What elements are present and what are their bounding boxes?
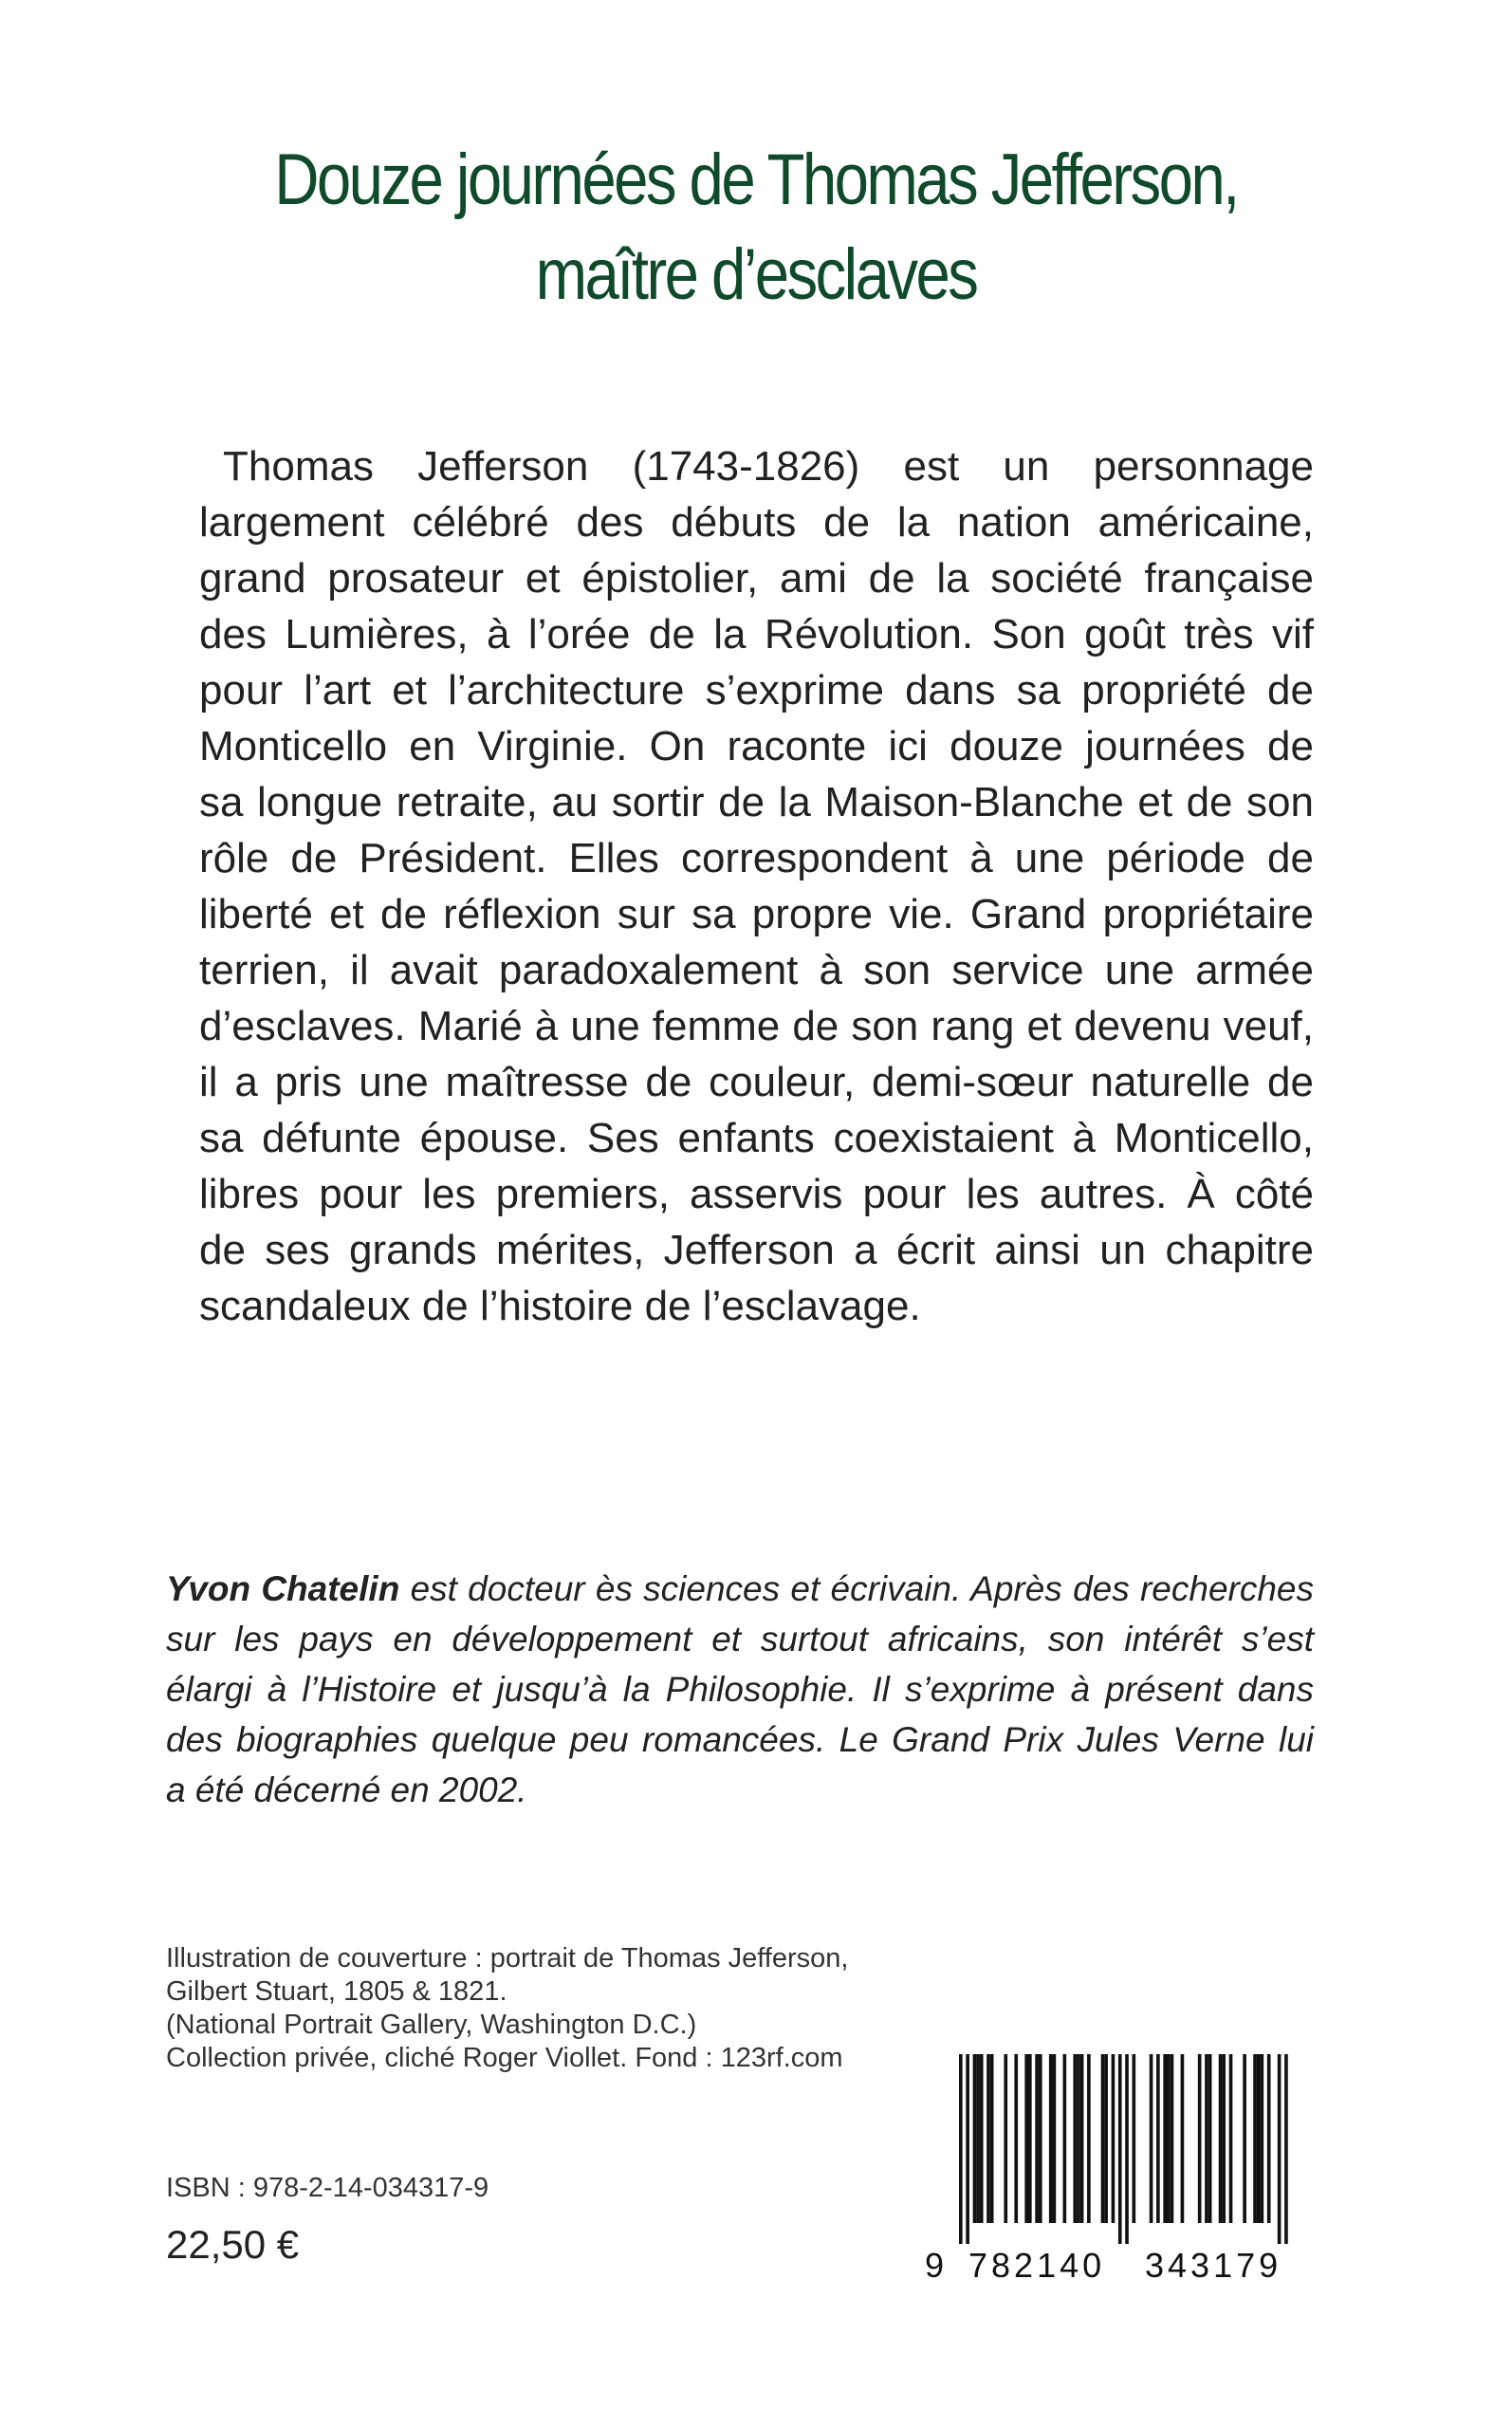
barcode-guard-bar [1278,2054,1282,2244]
summary-line: rôle de Président. Elles correspondent à une période de [199,835,1314,881]
barcode-bar [1205,2054,1208,2223]
credit-line: (National Portrait Gallery, Washington D.C.) [166,2010,697,2040]
barcode-bar [1035,2054,1039,2223]
barcode-bar [1150,2054,1153,2223]
barcode-bar [1049,2054,1053,2223]
author-bio-line: a été décerné en 2002. [166,1770,527,1809]
barcode-guard-bar [1284,2054,1288,2244]
book-title-line-1: Douze journées de Thomas Jefferson, [274,139,1238,220]
book-title [236,133,1276,323]
barcode-bar [1198,2054,1202,2223]
barcode-right-group: 343179 [1145,2246,1282,2285]
barcode-bars [925,2054,1333,2244]
credit-line: Collection privée, cliché Roger Viollet. Fond : 123rf.com [166,2043,843,2073]
summary-line: scandaleux de l’histoire de l’esclavage. [199,1283,921,1329]
summary-line: liberté et de réflexion sur sa propre vie. Grand propriétaire [199,891,1314,937]
author-bio-line [166,1564,1314,1614]
cover-credits [166,1942,925,2075]
book-title-line-2: maître d’esclaves [535,234,977,315]
barcode-bar [1229,2054,1233,2223]
summary-line: sa défunte épouse. Ses enfants coexistaient à Monticello, [199,1115,1314,1161]
author-bio-line: des biographies quelque peu romancées. Le Grand Prix Jules Verne lui [166,1720,1314,1759]
barcode-bar [1261,2054,1264,2223]
barcode-bar [1257,2054,1261,2223]
summary-line: grand prosateur et épistolier, ami de la société française [199,555,1314,602]
summary-line: terrien, il avait paradoxalement à son service une armée [199,947,1314,993]
barcode-bar [1112,2054,1116,2223]
author-bio-first-line-rest: est docteur ès sciences et écrivain. Après des recherches [399,1569,1315,1608]
barcode-bar [1267,2054,1271,2223]
summary-line: de ses grands mérites, Jefferson a écrit ainsi un chapitre [199,1227,1314,1273]
barcode-bar [973,2054,977,2223]
summary-line: libres pour les premiers, asservis pour les autres. À côté [199,1171,1314,1217]
barcode-bar [1208,2054,1212,2223]
barcode-bar [1101,2054,1105,2223]
barcode-bar [976,2054,980,2223]
barcode-bar [1024,2054,1028,2223]
barcode-guard-bar [1118,2054,1122,2244]
barcode-guard-bar [1125,2054,1129,2244]
barcode-bar [1039,2054,1042,2223]
summary-line: Monticello en Virginie. On raconte ici douze journées de [199,723,1314,769]
price: 22,50 € [166,2222,300,2267]
author-bio-line: sur les pays en développement et surtout africains, son intérêt s’est [166,1620,1314,1659]
barcode-bar [1243,2054,1246,2223]
barcode-bar [1156,2054,1160,2223]
barcode-bar [1222,2054,1226,2223]
credit-line: Gilbert Stuart, 1805 & 1821. [166,1976,507,2007]
summary-line: il a pris une maîtresse de couleur, demi-sœur naturelle de [199,1059,1314,1105]
barcode-bar [1104,2054,1108,2223]
barcode-bar [1014,2054,1018,2223]
summary-line: d’esclaves. Marié à une femme de son rang et devenu veuf, [199,1003,1314,1049]
barcode-bar [1181,2054,1185,2223]
summary-line: Thomas Jefferson (1743-1826) est un personnage [223,443,1314,490]
barcode-bar [980,2054,984,2223]
barcode-bar [986,2054,990,2223]
barcode-bar [1087,2054,1091,2223]
isbn: ISBN : 978-2-14-034317-9 [166,2173,489,2203]
author-name: Yvon Chatelin [166,1569,400,1608]
barcode-bar [1133,2054,1136,2223]
summary-line: largement célébré des débuts de la nation américaine, [199,499,1314,546]
barcode-bar [990,2054,994,2223]
barcode-bar [1077,2054,1080,2223]
barcode-bar [1080,2054,1084,2223]
barcode-bar [1028,2054,1032,2223]
barcode-bar [1053,2054,1057,2223]
barcode-bar [1073,2054,1077,2223]
barcode-bar [1163,2054,1167,2223]
barcode-bar [1063,2054,1067,2223]
author-bio-line: élargi à l’Histoire et jusqu’à la Philosophie. Il s’exprime à présent dans [166,1670,1314,1709]
barcode-guard-bar [966,2054,969,2244]
summary-line: sa longue retraite, au sortir de la Maison-Blanche et de son [199,779,1314,825]
author-bio [166,1564,1314,1815]
barcode-bar [1004,2054,1007,2223]
barcode-left-group: 782140 [968,2246,1106,2285]
credit-line: Illustration de couverture : portrait de Thomas Jefferson, [166,1943,849,1974]
barcode-bar [1171,2054,1174,2223]
barcode-bar [1253,2054,1257,2223]
barcode [925,2054,1333,2285]
summary-line: pour l’art et l’architecture s’exprime dans sa propriété de [199,667,1314,713]
summary-line: des Lumières, à l’orée de la Révolution. Son goût très vif [199,611,1314,658]
barcode-bar [1219,2054,1223,2223]
barcode-bar [1167,2054,1171,2223]
book-summary [199,438,1314,1334]
barcode-guard-bar [959,2054,963,2244]
barcode-first-digit: 9 [925,2246,949,2285]
